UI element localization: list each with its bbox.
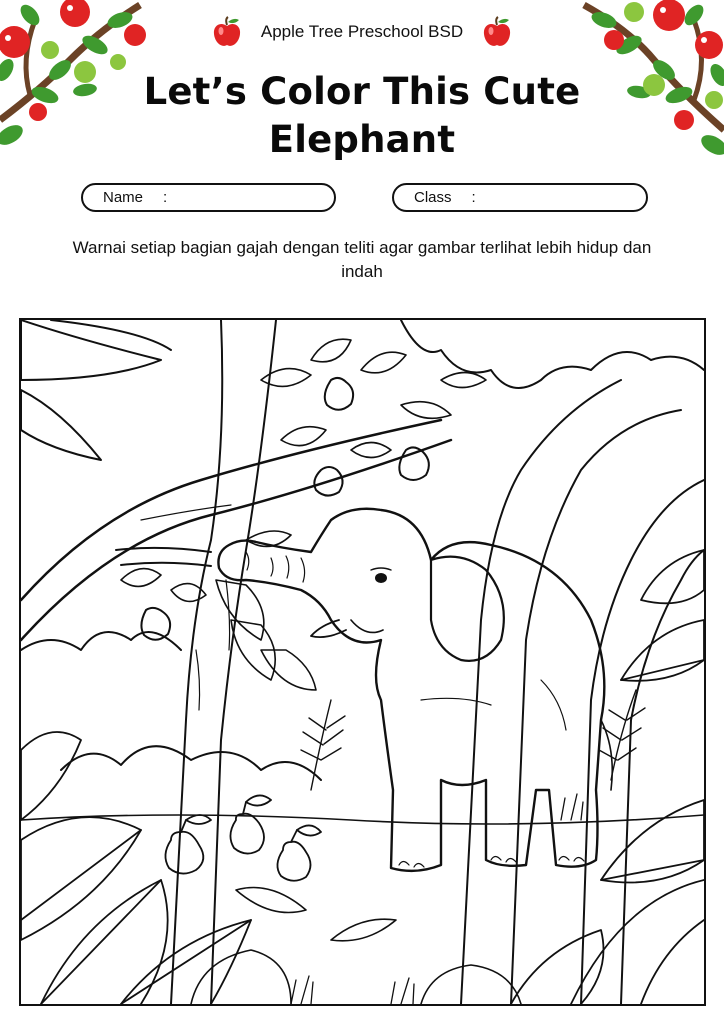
apple-icon [482, 16, 512, 48]
apple-icon [212, 16, 242, 48]
instruction-text: Warnai setiap bagian gajah dengan teliti agar gambar terlihat lebih hidup dan indah [72, 238, 652, 281]
school-header [0, 16, 724, 52]
school-name: Apple Tree Preschool BSD [260, 22, 464, 41]
class-separator: : [471, 189, 476, 206]
name-label: Name [103, 189, 144, 206]
coloring-frame [19, 318, 706, 1006]
page-title [0, 68, 724, 164]
class-label: Class [414, 189, 452, 206]
elephant-coloring-image [21, 320, 704, 1004]
title-line-1: Let’s Color This Cute [143, 70, 581, 113]
name-field[interactable] [81, 183, 336, 212]
title-line-2: Elephant [268, 118, 456, 161]
class-field[interactable] [392, 183, 648, 212]
name-separator: : [163, 189, 168, 206]
